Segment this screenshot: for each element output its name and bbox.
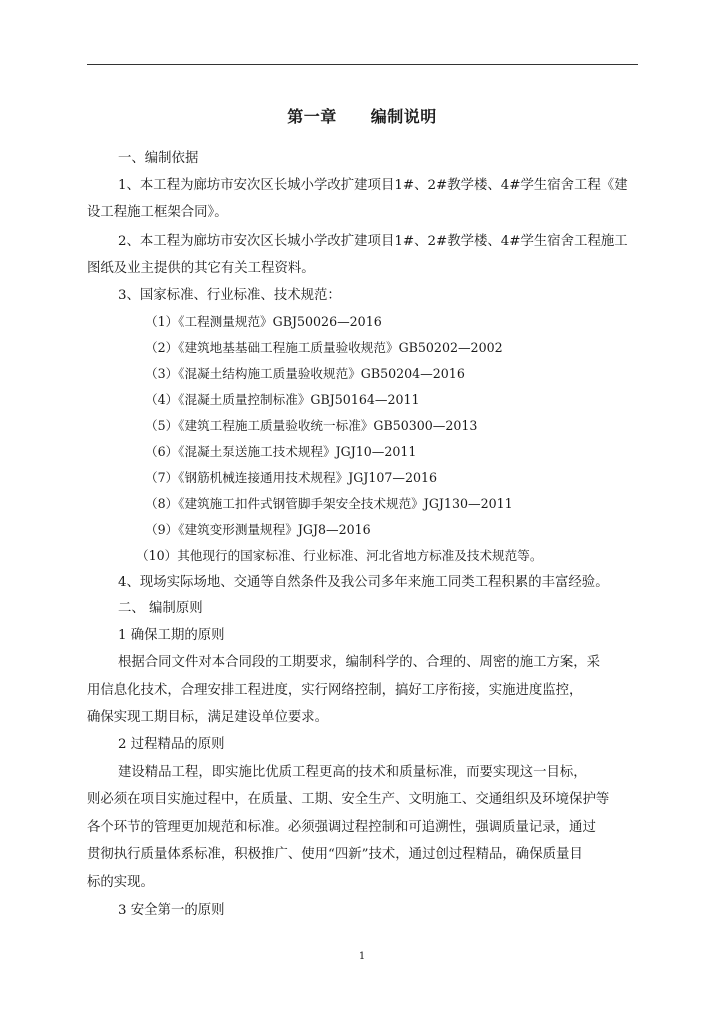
chapter-title <box>0 104 724 127</box>
paragraph-line: 各个环节的管理更加规范和标准。必须强调过程控制和可追溯性，强调质量记录，通过 <box>87 820 596 835</box>
paragraph-line: 设工程施工框架合同》。 <box>87 205 228 220</box>
paragraph-line: 确保实现工期目标，满足建设单位要求。 <box>87 710 329 725</box>
paragraph-line: 4、现场实际场地、交通等自然条件及我公司多年来施工同类工程积累的丰富经验。 <box>118 575 609 590</box>
chapter-name: 编制说明 <box>370 107 437 126</box>
header-rule <box>87 64 638 65</box>
list-item: （6）《混凝土泵送施工技术规程》JGJ10—2011 <box>145 444 417 459</box>
page-number: 1 <box>358 951 366 962</box>
list-item: （8）《建筑施工扣件式钢管脚手架安全技术规范》JGJ130—2011 <box>145 496 513 511</box>
paragraph-line: 图纸及业主提供的其它有关工程资料。 <box>87 261 315 276</box>
paragraph-line: 标的实现。 <box>87 875 154 890</box>
list-item: （3）《混凝土结构施工质量验收规范》GB50204—2016 <box>145 366 465 381</box>
chapter-number: 第一章 <box>287 107 337 126</box>
subsection-heading: 1 确保工期的原则 <box>118 628 225 643</box>
section-heading: 二、 编制原则 <box>118 601 203 616</box>
list-item: （2）《建筑地基基础工程施工质量验收规范》GB50202—2002 <box>145 340 503 355</box>
paragraph-line: 3、国家标准、行业标准、技术规范： <box>118 288 341 303</box>
list-item: （4）《混凝土质量控制标准》GBJ50164—2011 <box>145 392 420 407</box>
paragraph-line: 2、本工程为廊坊市安次区长城小学改扩建项目1#、2#教学楼、4#学生宿舍工程施工 <box>118 234 628 249</box>
subsection-heading: 2 过程精品的原则 <box>118 737 225 752</box>
paragraph-line: 用信息化技术，合理安排工程进度，实行网络控制，搞好工序衔接，实施进度监控， <box>87 683 583 698</box>
list-item: （10）其他现行的国家标准、行业标准、河北省地方标准及技术规范等。 <box>136 548 543 563</box>
paragraph-line: 则必须在项目实施过程中，在质量、工期、安全生产、文明施工、交通组织及环境保护等 <box>87 792 610 807</box>
subsection-heading: 3 安全第一的原则 <box>118 903 225 918</box>
list-item: （5）《建筑工程施工质量验收统一标准》GB50300—2013 <box>145 418 478 433</box>
list-item: （7）《钢筋机械连接通用技术规程》JGJ107—2016 <box>145 470 438 485</box>
paragraph-line: 贯彻执行质量体系标准，积极推广、使用“四新”技术，通过创过程精品，确保质量目 <box>87 847 583 862</box>
list-item: （1）《工程测量规范》GBJ50026—2016 <box>145 314 382 329</box>
section-heading: 一、编制依据 <box>118 151 199 166</box>
paragraph-line: 根据合同文件对本合同段的工期要求，编制科学的、合理的、周密的施工方案，采 <box>118 655 601 670</box>
paragraph-line: 1、本工程为廊坊市安次区长城小学改扩建项目1#、2#教学楼、4#学生宿舍工程《建 <box>118 178 628 193</box>
paragraph-line: 建设精品工程，即实施比优质工程更高的技术和质量标准，而要实现这一目标， <box>118 765 587 780</box>
list-item: （9）《建筑变形测量规程》JGJ8—2016 <box>145 522 371 537</box>
